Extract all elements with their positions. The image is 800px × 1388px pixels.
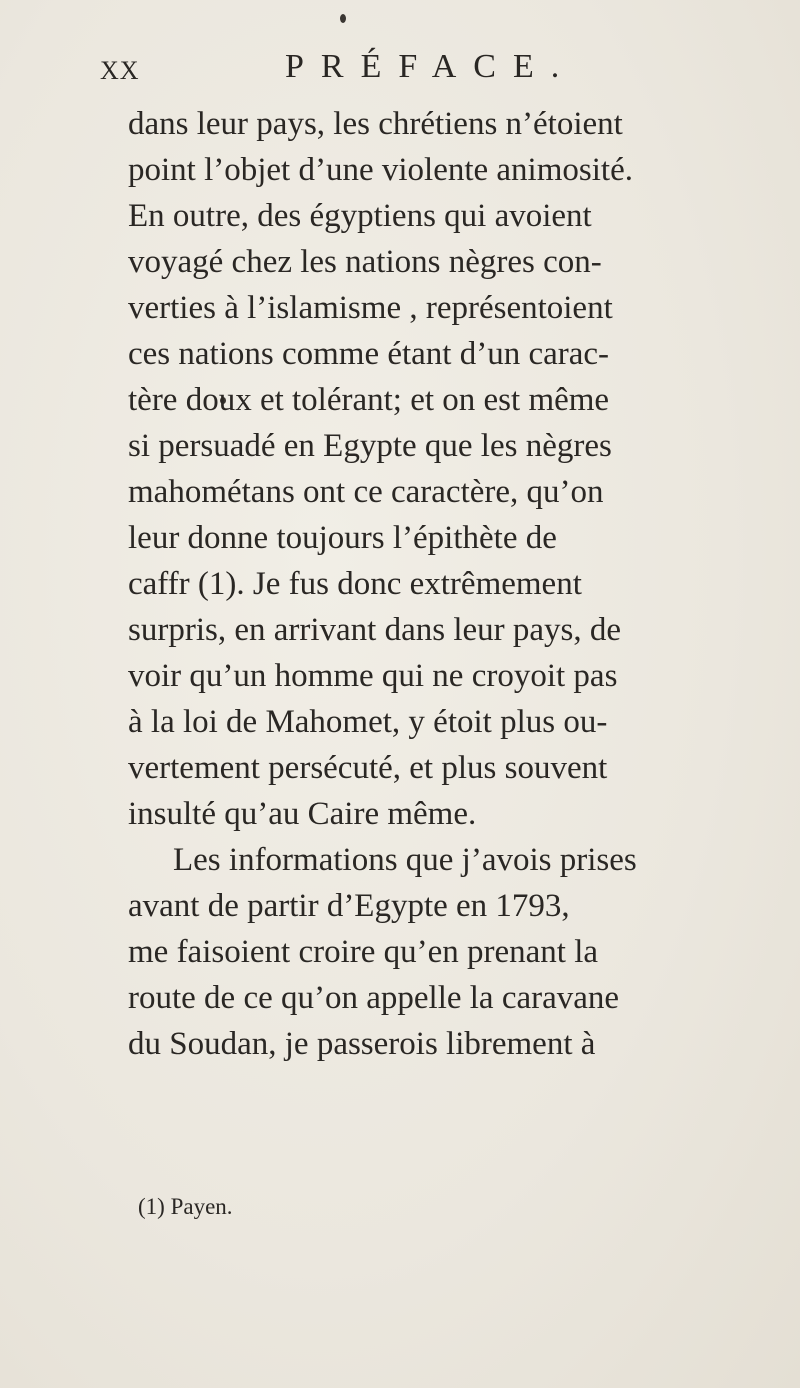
text-line: du Soudan, je passerois librement à xyxy=(128,1026,596,1062)
ink-speck-top xyxy=(340,14,346,23)
text-line: insulté qu’au Caire même. xyxy=(128,796,477,832)
text-line: tère doux et tolérant; et on est même xyxy=(128,382,610,418)
text-line: à la loi de Mahomet, y étoit plus ou- xyxy=(128,704,608,740)
text-line: me faisoient croire qu’en prenant la xyxy=(128,934,599,970)
running-title: PRÉFACE. xyxy=(285,48,577,85)
paragraph-start-line: Les informations que j’avois prises xyxy=(173,842,637,878)
text-line: si persuadé en Egypte que les nègres xyxy=(128,428,612,464)
text-line: voyagé chez les nations nègres con- xyxy=(128,244,602,280)
text-line: mahométans ont ce caractère, qu’on xyxy=(128,474,604,510)
text-line: verties à l’islamisme , représentoient xyxy=(128,290,613,326)
body-text xyxy=(128,101,788,1067)
text-line: surpris, en arrivant dans leur pays, de xyxy=(128,612,622,648)
text-line: leur donne toujours l’épithète de xyxy=(128,520,557,556)
footnote: (1) Payen. xyxy=(138,1194,233,1219)
text-line: vertement persécuté, et plus souvent xyxy=(128,750,608,786)
page-number: XX xyxy=(100,56,140,85)
text-line: avant de partir d’Egypte en 1793, xyxy=(128,888,570,924)
text-line: voir qu’un homme qui ne croyoit pas xyxy=(128,658,618,694)
text-line: dans leur pays, les chrétiens n’étoient xyxy=(128,106,623,142)
page-header xyxy=(100,48,700,98)
text-line: ces nations comme étant d’un carac- xyxy=(128,336,610,372)
text-line: caffr (1). Je fus donc extrêmement xyxy=(128,566,582,602)
text-line: En outre, des égyptiens qui avoient xyxy=(128,198,592,234)
text-line: point l’objet d’une violente animosité. xyxy=(128,152,633,188)
text-line: route de ce qu’on appelle la caravane xyxy=(128,980,620,1016)
